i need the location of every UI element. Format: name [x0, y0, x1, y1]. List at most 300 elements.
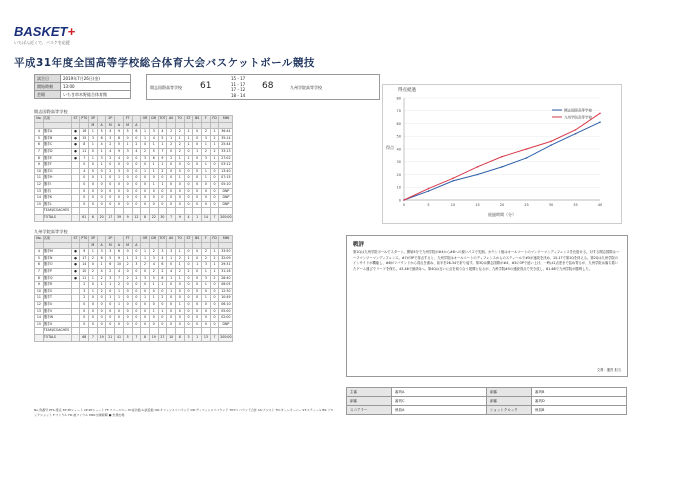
- box-cell: 20: [97, 214, 106, 221]
- box-cell: 0: [210, 301, 219, 308]
- box-cell: 0: [97, 195, 106, 202]
- box-cell: 0: [89, 188, 98, 195]
- box-cell: 1: [106, 295, 115, 302]
- box-cell: A: [115, 122, 124, 129]
- box-cell: 0: [210, 181, 219, 188]
- player-row: [35, 129, 233, 136]
- box-cell: 0: [123, 282, 132, 289]
- box-cell: A: [132, 242, 141, 249]
- box-cell: 0: [158, 321, 167, 328]
- box-cell: 0: [167, 262, 176, 269]
- official-name: 係員A: [392, 406, 487, 415]
- y-tick-label: 30: [396, 160, 401, 165]
- box-cell: 0: [115, 181, 124, 188]
- box-cell: 0: [158, 188, 167, 195]
- box-cell: [115, 116, 124, 123]
- box-cell: TOTALS: [43, 214, 71, 221]
- box-cell: 3P: [89, 116, 98, 123]
- y-tick-label: 0: [398, 198, 401, 203]
- box-cell: 17: [80, 255, 89, 262]
- box-cell: 3: [97, 155, 106, 162]
- box-cell: 35:14: [219, 135, 233, 142]
- box-cell: 6: [97, 135, 106, 142]
- box-cell: 0: [202, 181, 211, 188]
- box-cell: 1: [115, 175, 124, 182]
- box-cell: 1: [115, 288, 124, 295]
- box-cell: 0: [193, 301, 202, 308]
- player-row: [35, 268, 233, 275]
- box-cell: 1: [149, 282, 158, 289]
- player-row: [35, 308, 233, 315]
- official-role: ショットクロック: [487, 406, 532, 415]
- box-cell: 9: [158, 155, 167, 162]
- data-point: [428, 190, 430, 192]
- box-cell: 1: [167, 135, 176, 142]
- box-cell: 2: [132, 275, 141, 282]
- box-cell: 0: [80, 315, 89, 322]
- box-cell: 2: [106, 155, 115, 162]
- box-cell: 21: [106, 334, 115, 341]
- box-cell: 選手A: [43, 129, 71, 136]
- box-cell: [141, 122, 150, 129]
- box-cell: TOT: [158, 116, 167, 123]
- box-cell: TOT: [158, 236, 167, 243]
- box-cell: 3: [106, 275, 115, 282]
- box-cell: 0: [175, 181, 184, 188]
- player-row: [35, 315, 233, 322]
- box-cell: 4: [97, 268, 106, 275]
- box-cell: 0: [123, 162, 132, 169]
- box-cell: DR: [149, 236, 158, 243]
- box-cell: [71, 181, 80, 188]
- box-cell: 8: [80, 142, 89, 149]
- box-cell: OR: [141, 236, 150, 243]
- box-cell: 0: [89, 195, 98, 202]
- player-row: [35, 142, 233, 149]
- box-cell: 0: [193, 295, 202, 302]
- team2-heading: 九州学院高等学校: [34, 229, 68, 234]
- official-role: 副審: [347, 397, 392, 406]
- box-cell: 1: [175, 155, 184, 162]
- legend-label: 開志国際高等学校: [564, 108, 592, 113]
- y-tick-label: 60: [396, 121, 401, 126]
- box-cell: 9: [80, 249, 89, 256]
- box-cell: 4: [106, 148, 115, 155]
- box-cell: 11: [80, 148, 89, 155]
- box-cell: 2: [167, 129, 176, 136]
- review-title: 戦評: [353, 242, 365, 248]
- box-cell: 3: [202, 135, 211, 142]
- box-cell: 31:16: [219, 268, 233, 275]
- box-cell: [71, 321, 80, 328]
- data-point: [477, 166, 479, 168]
- box-cell: 7: [35, 148, 44, 155]
- box-cell: 選手S: [43, 288, 71, 295]
- box-cell: 0: [167, 321, 176, 328]
- box-cell: 0: [123, 308, 132, 315]
- data-point: [550, 144, 552, 146]
- player-row: [35, 148, 233, 155]
- box-cell: [175, 328, 184, 335]
- box-cell: 03:12: [219, 162, 233, 169]
- box-cell: [71, 301, 80, 308]
- box-cell: 9: [115, 148, 124, 155]
- box-cell: ●: [71, 268, 80, 275]
- box-cell: 0: [210, 321, 219, 328]
- box-cell: 0: [97, 308, 106, 315]
- box-cell: 0: [115, 308, 124, 315]
- official-name: 審判D: [532, 397, 627, 406]
- box-cell: 1: [193, 262, 202, 269]
- box-cell: 10: [35, 288, 44, 295]
- box-cell: MIN: [219, 236, 233, 243]
- box-cell: 0: [175, 282, 184, 289]
- box-cell: 05:00: [219, 308, 233, 315]
- box-cell: 9: [35, 162, 44, 169]
- box-cell: [71, 168, 80, 175]
- box-cell: 0: [123, 168, 132, 175]
- box-cell: 0: [184, 275, 193, 282]
- box-cell: [80, 122, 89, 129]
- team2-score: 68: [262, 81, 274, 91]
- data-point: [501, 166, 503, 168]
- box-cell: ST: [184, 236, 193, 243]
- box-cell: [141, 328, 150, 335]
- box-cell: 6: [149, 155, 158, 162]
- box-cell: 0: [89, 315, 98, 322]
- box-cell: 3: [202, 262, 211, 269]
- box-cell: 6: [115, 249, 124, 256]
- box-cell: 5: [35, 135, 44, 142]
- box-cell: 13:40: [219, 168, 233, 175]
- box-cell: [80, 242, 89, 249]
- box-cell: [158, 122, 167, 129]
- box-cell: DNP: [219, 188, 233, 195]
- official-name: 審判A: [392, 388, 487, 397]
- box-cell: 0: [89, 262, 98, 269]
- box-cell: 0: [158, 315, 167, 322]
- box-cell: 0: [97, 301, 106, 308]
- y-tick-label: 20: [396, 172, 401, 177]
- box-cell: DNP: [219, 321, 233, 328]
- box-cell: [202, 328, 211, 335]
- box-header-row: [35, 116, 233, 123]
- box-cell: [210, 122, 219, 129]
- box-cell: 1: [141, 135, 150, 142]
- box-cell: 1: [149, 295, 158, 302]
- box-cell: 0: [89, 321, 98, 328]
- box-cell: 0: [193, 255, 202, 262]
- scoreboard: [146, 74, 380, 100]
- box-cell: 0: [193, 288, 202, 295]
- box-cell: [175, 242, 184, 249]
- box-cell: [184, 122, 193, 129]
- box-cell: [167, 122, 176, 129]
- box-cell: DNP: [219, 195, 233, 202]
- box-cell: 4: [97, 142, 106, 149]
- y-tick-label: 40: [396, 147, 401, 152]
- box-cell: [132, 236, 141, 243]
- box-cell: [115, 328, 124, 335]
- box-cell: 8: [141, 334, 150, 341]
- box-cell: 10: [80, 268, 89, 275]
- box-cell: TO: [175, 116, 184, 123]
- box-cell: 2: [123, 275, 132, 282]
- box-cell: 15: [35, 201, 44, 208]
- box-cell: 0: [149, 175, 158, 182]
- box-cell: 選手K: [43, 195, 71, 202]
- box-cell: 0: [115, 195, 124, 202]
- box-cell: 0: [184, 288, 193, 295]
- box-cell: 0: [184, 175, 193, 182]
- box-cell: 1: [158, 142, 167, 149]
- chart-title: 得点経過: [398, 88, 416, 93]
- player-row: [35, 155, 233, 162]
- x-tick-label: 10: [450, 203, 456, 207]
- box-cell: 3: [202, 275, 211, 282]
- box-cell: 1: [202, 168, 211, 175]
- box-cell: 名前: [43, 236, 71, 243]
- box-cell: 3: [202, 155, 211, 162]
- box-cell: 0: [193, 282, 202, 289]
- player-row: [35, 249, 233, 256]
- box-cell: 0: [141, 268, 150, 275]
- player-row: [35, 295, 233, 302]
- box-cell: 27:02: [219, 155, 233, 162]
- box-cell: 0: [202, 301, 211, 308]
- box-cell: 1: [167, 275, 176, 282]
- box-cell: 1: [184, 255, 193, 262]
- box-cell: 0: [115, 162, 124, 169]
- box-cell: 0: [89, 308, 98, 315]
- abbreviation-legend: No:背番号 PTS:得点 3P:3Pシュート 2P:2Pシュート FT:フリースロー M:成功数 A:試投数 OR:オフェンスリバウンド DR:ディフェンスリバウンド TOT:リバウンド合計 AS:アシスト TO:ターンオーバー ST:スティール BS:ブロックショット F:ファウル FD:被ファウル MIN:出場時間 ●:先発出場: [34, 408, 334, 417]
- box-cell: 5: [149, 275, 158, 282]
- box-cell: 0: [193, 249, 202, 256]
- box-cell: 0: [89, 175, 98, 182]
- box-cell: [202, 122, 211, 129]
- box-cell: 0: [89, 168, 98, 175]
- box-cell: ●: [71, 275, 80, 282]
- box-cell: 1: [202, 282, 211, 289]
- box-cell: 0: [158, 301, 167, 308]
- box-cell: 0: [158, 195, 167, 202]
- box-cell: M: [89, 242, 98, 249]
- box-cell: 2: [167, 155, 176, 162]
- box-cell: 0: [141, 321, 150, 328]
- box-cell: 4: [149, 262, 158, 269]
- box-cell: A: [97, 242, 106, 249]
- box-cell: 2: [158, 295, 167, 302]
- box-cell: 8: [35, 155, 44, 162]
- box-cell: 5: [123, 334, 132, 341]
- box-cell: 0: [123, 321, 132, 328]
- box-cell: 4: [184, 214, 193, 221]
- box-cell: 1: [158, 181, 167, 188]
- box-cell: 0: [132, 249, 141, 256]
- box-cell: 0: [149, 288, 158, 295]
- y-tick-label: 50: [396, 134, 401, 139]
- box-cell: 0: [80, 321, 89, 328]
- box-cell: 0: [184, 315, 193, 322]
- team-row: [35, 208, 233, 215]
- box-cell: 11: [35, 295, 44, 302]
- box-cell: [149, 242, 158, 249]
- box-cell: 10: [167, 334, 176, 341]
- team1-name: 開志国際高等学校: [150, 85, 182, 90]
- box-cell: 2: [210, 275, 219, 282]
- info-row: [35, 83, 131, 91]
- box-cell: 1: [97, 175, 106, 182]
- box-cell: 0: [175, 201, 184, 208]
- box-cell: 9: [115, 255, 124, 262]
- box-cell: 0: [184, 262, 193, 269]
- box-cell: [71, 315, 80, 322]
- box-cell: [202, 242, 211, 249]
- box-cell: 1: [184, 129, 193, 136]
- data-point: [599, 121, 601, 123]
- player-row: [35, 135, 233, 142]
- box-cell: 7: [167, 214, 176, 221]
- box-cell: 0: [193, 142, 202, 149]
- box-cell: 3: [167, 249, 176, 256]
- box-cell: [149, 122, 158, 129]
- y-tick-label: 10: [396, 185, 401, 190]
- box-cell: 選手Q: [43, 275, 71, 282]
- box-cell: 0: [106, 181, 115, 188]
- box-cell: [115, 236, 124, 243]
- x-tick-label: 0: [402, 203, 406, 207]
- box-cell: 0: [149, 201, 158, 208]
- y-tick-label: 70: [396, 109, 401, 114]
- box-cell: 0: [193, 321, 202, 328]
- box-cell: M: [123, 122, 132, 129]
- x-tick-label: 25: [524, 203, 529, 207]
- box-cell: 0: [132, 282, 141, 289]
- box-cell: 4: [80, 168, 89, 175]
- box-cell: 0: [210, 162, 219, 169]
- box-cell: 6: [35, 142, 44, 149]
- info-row: [35, 75, 131, 83]
- box-cell: 2: [149, 249, 158, 256]
- box-cell: No.: [35, 236, 44, 243]
- box-cell: [184, 328, 193, 335]
- score-progress-chart: [382, 84, 622, 224]
- logo-tagline: いちばん近くで、バスケを応援: [14, 40, 70, 45]
- box-cell: 0: [132, 181, 141, 188]
- box-cell: 0: [123, 155, 132, 162]
- box-cell: 1: [149, 181, 158, 188]
- box-cell: 39: [115, 214, 124, 221]
- info-value: 13:00: [61, 83, 131, 91]
- box-cell: [149, 328, 158, 335]
- box-cell: 2: [175, 268, 184, 275]
- box-cell: [219, 208, 233, 215]
- box-cell: 0: [184, 201, 193, 208]
- box-cell: 0: [184, 295, 193, 302]
- box-cell: 7: [80, 155, 89, 162]
- box-cell: 0: [97, 188, 106, 195]
- box-cell: ●: [71, 255, 80, 262]
- box-cell: 0: [193, 181, 202, 188]
- box-cell: 0: [132, 168, 141, 175]
- box-cell: 3: [115, 168, 124, 175]
- box-cell: 1: [202, 268, 211, 275]
- box-cell: 0: [89, 181, 98, 188]
- x-axis-label: 経過時間（分）: [488, 212, 516, 217]
- box-cell: PTS: [80, 116, 89, 123]
- box-cell: 0: [175, 168, 184, 175]
- box-cell: 0: [80, 308, 89, 315]
- box-cell: 0: [106, 288, 115, 295]
- box-cell: DR: [149, 116, 158, 123]
- box-cell: [219, 122, 233, 129]
- box-cell: 0: [141, 142, 150, 149]
- box-cell: 1: [175, 301, 184, 308]
- box-cell: [175, 122, 184, 129]
- official-role: 主審: [347, 388, 392, 397]
- box-cell: 2: [184, 268, 193, 275]
- box-cell: ●: [71, 155, 80, 162]
- box-cell: 3: [141, 155, 150, 162]
- box-cell: 0: [175, 188, 184, 195]
- box-cell: 0: [193, 195, 202, 202]
- box-cell: 08:05: [219, 282, 233, 289]
- box-cell: 0: [167, 148, 176, 155]
- box-cell: 選手P: [43, 268, 71, 275]
- data-point: [452, 178, 454, 180]
- box-cell: 13: [35, 308, 44, 315]
- box-cell: 11: [80, 275, 89, 282]
- box-cell: 0: [202, 321, 211, 328]
- box-cell: 1: [210, 155, 219, 162]
- player-row: [35, 321, 233, 328]
- box-cell: 2P: [106, 236, 115, 243]
- box-cell: 3: [123, 148, 132, 155]
- box-cell: 2: [175, 129, 184, 136]
- box-cell: [71, 308, 80, 315]
- box-cell: 1: [175, 175, 184, 182]
- box-cell: 9: [35, 282, 44, 289]
- box-cell: 8: [158, 275, 167, 282]
- box-cell: M: [89, 122, 98, 129]
- box-cell: 2: [210, 255, 219, 262]
- box-cell: 0: [106, 321, 115, 328]
- box-cell: [219, 242, 233, 249]
- quarter-score: 11 - 17: [231, 81, 246, 87]
- box-cell: 0: [132, 195, 141, 202]
- box-cell: [71, 282, 80, 289]
- box-cell: 2: [89, 255, 98, 262]
- box-cell: 0: [132, 321, 141, 328]
- box-cell: F: [202, 116, 211, 123]
- box-cell: 1: [158, 162, 167, 169]
- box-cell: 0: [193, 275, 202, 282]
- box-cell: 0: [115, 321, 124, 328]
- box-cell: 3: [158, 249, 167, 256]
- box-cell: 7: [132, 334, 141, 341]
- data-point: [575, 133, 577, 135]
- box-cell: 1: [193, 148, 202, 155]
- box-cell: 0: [132, 175, 141, 182]
- officials-row: [347, 397, 627, 406]
- data-point: [477, 174, 479, 176]
- page-title: 平成31年度全国高等学校総合体育大会バスケットボール競技: [14, 57, 315, 69]
- box-cell: 0: [123, 175, 132, 182]
- box-cell: [71, 195, 80, 202]
- data-point: [575, 129, 577, 131]
- box-cell: [132, 208, 141, 215]
- box-cell: [106, 328, 115, 335]
